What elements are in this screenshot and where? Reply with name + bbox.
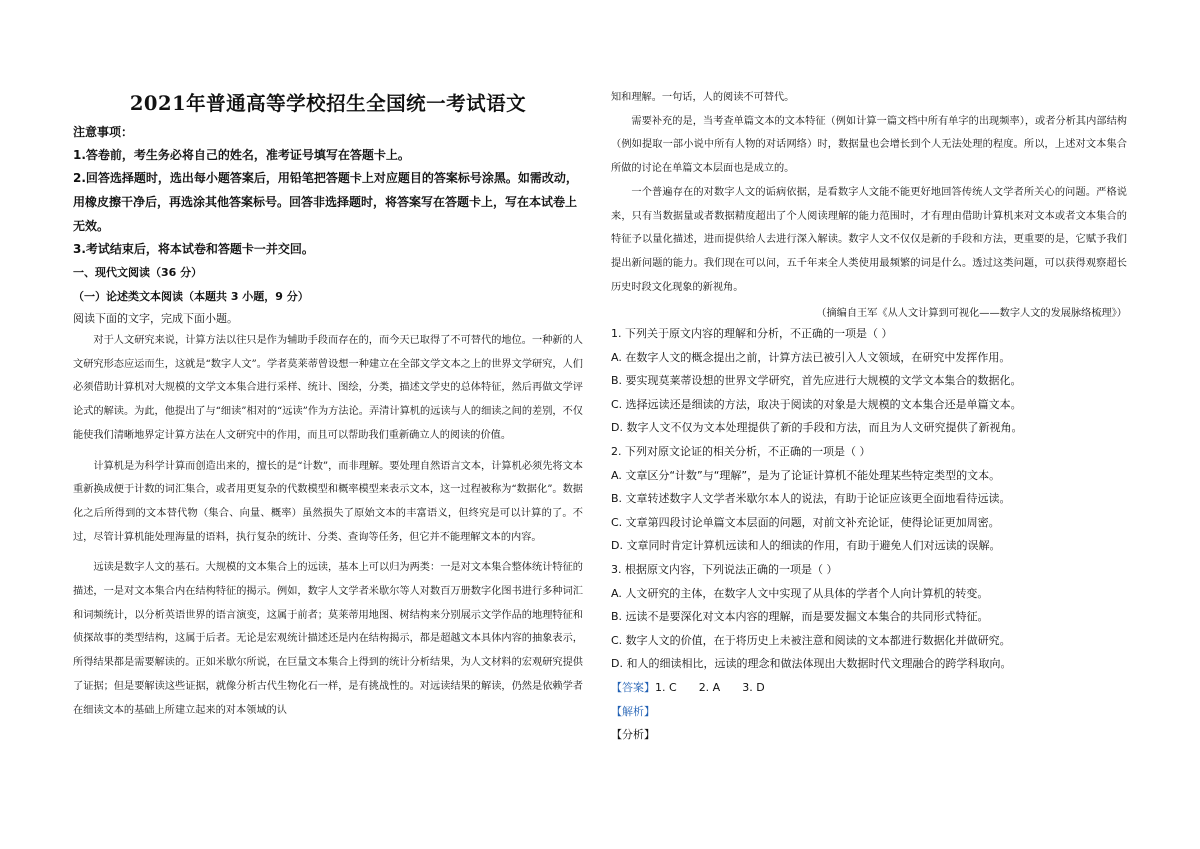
question-stem: 3. 根据原文内容，下列说法正确的一项是（ ） — [611, 563, 838, 576]
answer-item: 2. A — [698, 681, 721, 694]
passage-left — [73, 329, 583, 722]
passage-paragraph: 计算机是为科学计算而创造出来的，擅长的是“计数”，而非理解。要处理自然语言文本，计算机必须先将文本重新换成便于计数的词汇集合，或者用更复杂的代数模型和概率模型来表示文本，这一过程被称为“数据化”。数据化之后所得到的文本替代物（集合、向量、概率）虽然损失了原始文本的丰富语义，但终究是可以计算的了。不过，尽管计算机能处理海量的语料，执行复杂的统计、分类、查询等任务，但它并不能理解文本的内容。 — [73, 460, 583, 543]
notice-line: 无效。 — [73, 219, 110, 233]
question-stem: 1. 下列关于原文内容的理解和分析，不正确的一项是（ ） — [611, 327, 893, 340]
answer-label: 【答案】 — [611, 681, 655, 694]
question-option: B. 远读不是要深化对文本内容的理解，而是要发掘文本集合的共同形式特征。 — [611, 610, 989, 623]
question-option: C. 数字人文的价值，在于将历史上未被注意和阅读的文本都进行数据化并做研究。 — [611, 634, 1011, 647]
passage-paragraph: 知和理解。一句话，人的阅读不可替代。 — [611, 92, 795, 103]
passage-paragraph: 一个普遍存在的对数字人文的诟病依据，是看数字人文能不能更好地回答传统人文学者所关心的问题。严格说来，只有当数据量或者数据精度超出了个人阅读理解的能力范围时，才有理由借助计算机来对文本或者文本集合的特征予以量化描述，进而提供给人去进行深入解读。数字人文不仅仅是新的手段和方法，更重要的是，它赋予我们提出新问题的能力。我们现在可以问，五千年来全人类使用最频繁的词是什么。透过这类问题，可以获得观察超长历史时段文化现象的新视角。 — [611, 186, 1127, 293]
question-option: D. 和人的细读相比，远读的理念和做法体现出大数据时代文理融合的跨学科取向。 — [611, 657, 1012, 670]
notice-heading: 注意事项： — [73, 125, 134, 139]
question-option: A. 人文研究的主体，在数字人文中实现了从具体的学者个人向计算机的转变。 — [611, 587, 989, 600]
question-option: C. 选择远读还是细读的方法，取决于阅读的对象是大规模的文本集合还是单篇文本。 — [611, 398, 1022, 411]
answer-item: 3. D — [742, 681, 765, 694]
instruction: 阅读下面的文字，完成下面小题。 — [73, 312, 238, 325]
question-option: A. 在数字人文的概念提出之前，计算方法已被引入人文领域，在研究中发挥作用。 — [611, 351, 1011, 364]
notice-line: 1.答卷前，考生务必将自己的姓名，准考证号填写在答题卡上。 — [73, 148, 410, 162]
question-option: D. 数字人文不仅为文本处理提供了新的手段和方法，而且为人文研究提供了新视角。 — [611, 421, 1023, 434]
question-stem: 2. 下列对原文论证的相关分析，不正确的一项是（ ） — [611, 445, 871, 458]
question-option: A. 文章区分“计数”与“理解”，是为了论证计算机不能处理某些特定类型的文本。 — [611, 469, 1001, 482]
notice-line: 2.回答选择题时，选出每小题答案后，用铅笔把答题卡上对应题目的答案标号涂黑。如需改动， — [73, 171, 578, 185]
passage-paragraph: 对于人文研究来说，计算方法以往只是作为辅助手段而存在的，而今天已取得了不可替代的地位。一种新的人文研究形态应运而生，这就是“数字人文”。学者莫莱蒂曾设想一种建立在全部文学文本之上的世界文学研究，人们必须借助计算机对大规模的文学文本集合进行采样、统计、图绘，分类，描述文学史的总体特征，然后再做文学评论式的解读。为此，他提出了与“细读”相对的“远读”作为方法论。弄清计算机的远读与人的细读之间的差别，不仅能使我们清晰地界定计算方法在人文研究中的作用，而且可以帮助我们重新确立人的阅读的价值。 — [73, 335, 583, 441]
notice-line: 3.考试结束后，将本试卷和答题卡一并交回。 — [73, 242, 314, 256]
fenxi-label: 【分析】 — [611, 728, 655, 741]
source-citation: （摘编自王军《从人文计算到可视化——数字人文的发展脉络梳理》） — [816, 308, 1127, 319]
section-subtitle: （一）论述类文本阅读（本题共 3 小题，9 分） — [73, 290, 309, 303]
answer-row — [611, 680, 765, 696]
exam-title: 2021年普通高等学校招生全国统一考试语文 — [129, 92, 527, 115]
passage-right — [611, 86, 1127, 299]
passage-paragraph: 远读是数字人文的基石。大规模的文本集合上的远读，基本上可以归为两类：一是对文本集合整体统计特征的描述，一是对文本集合内在结构特征的揭示。例如，数字人文学者米歇尔等人对数百万册数字化图书进行多种词汇和词频统计，以分析英语世界的语言演变，这属于前者；莫莱蒂用地图、树结构来分别展示文学作品的地理特征和侦探故事的类型结构，这属于后者。无论是宏观统计描述还是内在结构揭示，都是超越文本具体内容的抽象表示，所得结果都是需要解读的。正如米歇尔所说，在巨量文本集合上得到的统计分析结果，为人文材料的宏观研究提供了证据；但是要解读这些证据，就像分析古代生物化石一样，是有挑战性的。对远读结果的解读，仍然是依赖学者在细读文本的基础上所建立起来的对本领域的认 — [73, 562, 583, 716]
question-option: D. 文章同时肯定计算机远读和人的细读的作用，有助于避免人们对远读的误解。 — [611, 539, 1001, 552]
answer-item: 1. C — [655, 681, 677, 694]
question-option: B. 文章转述数字人文学者米歇尔本人的说法，有助于论证应该更全面地看待远读。 — [611, 492, 1011, 505]
section-title: 一、现代文阅读（36 分） — [73, 266, 203, 279]
analysis-label: 【解析】 — [611, 705, 655, 718]
question-option: C. 文章第四段讨论单篇文本层面的问题，对前文补充论证，使得论证更加周密。 — [611, 516, 1000, 529]
question-option: B. 要实现莫莱蒂设想的世界文学研究，首先应进行大规模的文学文本集合的数据化。 — [611, 374, 1022, 387]
passage-paragraph: 需要补充的是，当考查单篇文本的文本特征（例如计算一篇文档中所有单字的出现频率），或者分析其内部结构（例如提取一部小说中所有人物的对话网络）时，数据量也会增长到个人无法处理的程度。所以，上述对文本集合所做的讨论在单篇文本层面也是成立的。 — [611, 115, 1127, 175]
notice-line: 用橡皮擦干净后，再选涂其他答案标号。回答非选择题时，将答案写在答题卡上，写在本试卷上 — [73, 195, 578, 209]
